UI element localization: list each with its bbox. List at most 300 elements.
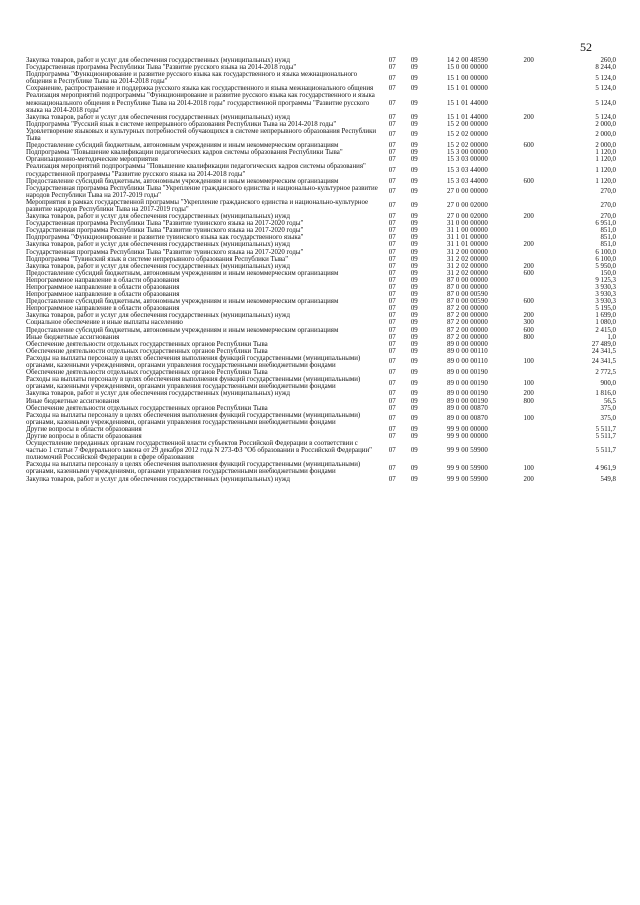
row-section: 07 bbox=[388, 220, 396, 228]
row-target-article: 15 3 03 44000 bbox=[447, 166, 488, 174]
row-amount: 375,0 bbox=[600, 415, 616, 423]
table-row bbox=[26, 312, 616, 319]
row-amount: 260,0 bbox=[600, 57, 616, 64]
row-amount: 24 341,5 bbox=[591, 358, 616, 366]
row-expense-type bbox=[510, 277, 548, 284]
row-target-article: 89 0 00 00110 bbox=[447, 358, 488, 366]
table-row bbox=[26, 426, 616, 433]
row-target-article: 15 1 01 44000 bbox=[447, 113, 488, 121]
row-expense-type bbox=[510, 85, 548, 92]
table-row bbox=[26, 71, 616, 85]
row-name: Закупка товаров, работ и услуг для обеспечения государственных (муниципальных) нужд bbox=[26, 475, 290, 483]
row-expense-type: 600 bbox=[523, 298, 534, 306]
row-section: 07 bbox=[388, 333, 396, 341]
row-target-article: 15 1 01 00000 bbox=[447, 85, 488, 93]
table-row bbox=[26, 114, 616, 121]
row-expense-type: 800 bbox=[523, 333, 534, 341]
row-expense-type bbox=[510, 433, 548, 440]
table-row bbox=[26, 355, 616, 369]
table-row bbox=[26, 277, 616, 284]
row-expense-type: 200 bbox=[523, 312, 534, 320]
row-target-article: 31 0 00 00000 bbox=[447, 220, 488, 228]
row-amount: 851,0 bbox=[600, 241, 616, 249]
row-expense-type: 200 bbox=[523, 113, 534, 121]
row-expense-type bbox=[510, 249, 548, 256]
table-row bbox=[26, 412, 616, 426]
row-subsection: 09 bbox=[410, 475, 418, 483]
row-target-article: 15 3 00 00000 bbox=[447, 149, 488, 157]
row-subsection: 09 bbox=[410, 262, 418, 270]
table-row bbox=[26, 319, 616, 326]
row-section: 07 bbox=[388, 57, 396, 64]
row-target-article: 27 0 00 00000 bbox=[447, 188, 488, 196]
row-section: 07 bbox=[388, 475, 396, 483]
row-amount: 5 511,7 bbox=[595, 432, 616, 440]
row-section: 07 bbox=[388, 269, 396, 277]
table-row bbox=[26, 57, 616, 64]
row-expense-type bbox=[510, 227, 548, 234]
row-subsection: 09 bbox=[410, 298, 418, 306]
row-section: 07 bbox=[388, 276, 396, 284]
table-row bbox=[26, 149, 616, 156]
row-section: 07 bbox=[388, 241, 396, 249]
row-subsection: 09 bbox=[410, 390, 418, 398]
row-amount: 2 000,0 bbox=[595, 120, 616, 128]
row-section: 07 bbox=[388, 64, 396, 72]
row-section: 07 bbox=[388, 131, 396, 139]
row-expense-type bbox=[510, 426, 548, 433]
row-name: Расходы на выплаты персоналу в целях обеспечения выполнения функций государственными (муниципальными) органами, казенными учреждениями, органами управления государственными внебюджетными фондами bbox=[26, 354, 361, 370]
row-subsection: 09 bbox=[410, 202, 418, 210]
table-row bbox=[26, 256, 616, 263]
row-target-article: 87 2 00 00000 bbox=[447, 305, 488, 313]
row-name: Государственная программа Республики Тыва "Укрепление гражданского единства и национально-культурное развитие народов Республики Тыва на 2017-2019 годы" bbox=[26, 184, 378, 199]
table-row bbox=[26, 284, 616, 291]
row-section: 07 bbox=[388, 397, 396, 405]
row-amount: 8 244,0 bbox=[595, 64, 616, 72]
row-amount: 270,0 bbox=[600, 213, 616, 221]
row-target-article: 87 0 00 00000 bbox=[447, 276, 488, 284]
row-subsection: 09 bbox=[410, 284, 418, 291]
row-target-article: 87 2 00 00000 bbox=[447, 312, 488, 320]
row-section: 07 bbox=[388, 305, 396, 313]
row-amount: 1 699,0 bbox=[595, 312, 616, 320]
row-subsection: 09 bbox=[410, 269, 418, 277]
row-name: Расходы на выплаты персоналу в целях обеспечения выполнения функций государственными (муниципальными) органами, казенными учреждениями, органами управления государственными внебюджетными фондами bbox=[26, 461, 361, 476]
row-subsection: 09 bbox=[410, 415, 418, 423]
row-target-article: 89 0 00 00190 bbox=[447, 369, 488, 377]
row-name: Обеспечение деятельности отдельных государственных органов Республики Тыва bbox=[26, 369, 268, 377]
row-expense-type bbox=[510, 149, 548, 156]
row-amount: 851,0 bbox=[600, 234, 616, 242]
row-amount: 6 100,0 bbox=[595, 255, 616, 263]
row-name: Непрограммное направление в области образования bbox=[26, 291, 180, 299]
row-target-article: 15 3 03 00000 bbox=[447, 156, 488, 164]
row-section: 07 bbox=[388, 379, 396, 387]
row-amount: 6 100,0 bbox=[595, 248, 616, 256]
row-amount: 1 120,0 bbox=[595, 149, 616, 157]
row-expense-type: 100 bbox=[523, 358, 534, 366]
row-amount: 24 341,5 bbox=[591, 347, 616, 355]
row-name: Подпрограмма "Тувинский язык в системе непрерывного образования Республики Тыва" bbox=[26, 255, 289, 263]
table-row bbox=[26, 433, 616, 440]
row-section: 07 bbox=[388, 464, 396, 472]
row-amount: 1 120,0 bbox=[595, 177, 616, 185]
row-subsection: 09 bbox=[410, 358, 418, 366]
row-expense-type: 100 bbox=[523, 415, 534, 423]
row-target-article: 15 0 00 00000 bbox=[447, 64, 488, 72]
row-section: 07 bbox=[388, 202, 396, 210]
row-subsection: 09 bbox=[410, 188, 418, 196]
row-expense-type bbox=[510, 163, 548, 177]
row-subsection: 09 bbox=[410, 248, 418, 256]
row-subsection: 09 bbox=[410, 177, 418, 185]
row-section: 07 bbox=[388, 432, 396, 440]
table-row bbox=[26, 213, 616, 220]
row-name: Государственная программа Республики Тыва "Развитие тувинского языка на 2017-2020 годы" bbox=[26, 248, 304, 256]
row-section: 07 bbox=[388, 415, 396, 423]
row-target-article: 15 2 02 00000 bbox=[447, 131, 488, 139]
row-target-article: 87 0 00 00000 bbox=[447, 284, 488, 291]
row-name: Подпрограмма "Повышение квалификации педагогических кадров системы образования Республики Тыва" bbox=[26, 149, 343, 157]
row-name: Подпрограмма "Функционирование и развитие русского языка как государственного и языка межнационального общения в Республике Тыва на 2014-2018 годы" bbox=[26, 71, 358, 86]
row-expense-type bbox=[510, 348, 548, 355]
table-row bbox=[26, 92, 616, 113]
row-name: Закупка товаров, работ и услуг для обеспечения государственных (муниципальных) нужд bbox=[26, 113, 290, 121]
row-amount: 5 124,0 bbox=[595, 113, 616, 121]
table-row bbox=[26, 461, 616, 475]
row-section: 07 bbox=[388, 74, 396, 82]
row-target-article: 89 0 00 00870 bbox=[447, 404, 488, 412]
row-subsection: 09 bbox=[410, 74, 418, 82]
row-amount: 851,0 bbox=[600, 227, 616, 235]
budget-table bbox=[26, 57, 616, 483]
row-name: Государственная программа Республики Тыва "Развитие тувинского языка на 2017-2020 годы" bbox=[26, 220, 304, 228]
row-section: 07 bbox=[388, 177, 396, 185]
row-amount: 1 080,0 bbox=[595, 319, 616, 327]
row-name: Удовлетворение языковых и культурных потребностей обучающихся в системе непрерывного образования Республики Тыва bbox=[26, 127, 377, 143]
row-subsection: 09 bbox=[410, 227, 418, 235]
row-target-article: 89 0 00 00190 bbox=[447, 390, 488, 398]
row-target-article: 99 9 00 00000 bbox=[447, 432, 488, 440]
table-row bbox=[26, 298, 616, 305]
row-name: Обеспечение деятельности отдельных государственных органов Республики Тыва bbox=[26, 340, 268, 348]
row-amount: 150,0 bbox=[600, 269, 616, 277]
row-subsection: 09 bbox=[410, 312, 418, 320]
row-subsection: 09 bbox=[410, 425, 418, 433]
table-row bbox=[26, 291, 616, 298]
row-expense-type: 200 bbox=[523, 475, 534, 483]
row-target-article: 15 2 02 00000 bbox=[447, 142, 488, 150]
row-section: 07 bbox=[388, 390, 396, 398]
row-expense-type: 200 bbox=[523, 241, 534, 249]
row-subsection: 09 bbox=[410, 220, 418, 228]
row-name: Другие вопросы в области образования bbox=[26, 425, 142, 433]
row-target-article: 15 2 00 00000 bbox=[447, 120, 488, 128]
row-name: Закупка товаров, работ и услуг для обеспечения государственных (муниципальных) нужд bbox=[26, 390, 290, 398]
row-section: 07 bbox=[388, 319, 396, 327]
row-section: 07 bbox=[388, 85, 396, 93]
row-section: 07 bbox=[388, 291, 396, 299]
row-target-article: 99 9 00 59900 bbox=[447, 447, 488, 455]
row-amount: 1 120,0 bbox=[595, 156, 616, 164]
row-subsection: 09 bbox=[410, 326, 418, 334]
row-subsection: 09 bbox=[410, 464, 418, 472]
row-name: Расходы на выплаты персоналу в целях обеспечения выполнения функций государственными (муниципальными) органами, казенными учреждениями, органами управления государственными внебюджетными фондами bbox=[26, 376, 361, 391]
row-expense-type: 100 bbox=[523, 379, 534, 387]
row-expense-type: 600 bbox=[523, 142, 534, 150]
row-amount: 3 930,3 bbox=[595, 291, 616, 299]
row-expense-type: 600 bbox=[523, 326, 534, 334]
row-name: Подпрограмма "Русский язык в системе непрерывного образования Республики Тыва на 2014-2018 годы" bbox=[26, 120, 337, 128]
row-expense-type: 200 bbox=[523, 213, 534, 221]
row-amount: 2 415,0 bbox=[595, 326, 616, 334]
row-section: 07 bbox=[388, 227, 396, 235]
row-amount: 6 951,0 bbox=[595, 220, 616, 228]
row-subsection: 09 bbox=[410, 276, 418, 284]
row-amount: 5 124,0 bbox=[595, 85, 616, 93]
row-section: 07 bbox=[388, 255, 396, 263]
row-expense-type bbox=[510, 341, 548, 348]
row-section: 07 bbox=[388, 188, 396, 196]
row-target-article: 89 0 00 00000 bbox=[447, 340, 488, 348]
row-target-article: 15 1 00 00000 bbox=[447, 74, 488, 82]
row-expense-type: 800 bbox=[523, 397, 534, 405]
row-subsection: 09 bbox=[410, 255, 418, 263]
row-subsection: 09 bbox=[410, 213, 418, 221]
row-section: 07 bbox=[388, 113, 396, 121]
row-target-article: 27 0 00 02000 bbox=[447, 213, 488, 221]
row-subsection: 09 bbox=[410, 142, 418, 150]
row-expense-type bbox=[510, 369, 548, 376]
row-expense-type: 300 bbox=[523, 319, 534, 327]
row-subsection: 09 bbox=[410, 319, 418, 327]
row-target-article: 14 2 00 48590 bbox=[447, 57, 488, 64]
row-name: Предоставление субсидий бюджетным, автономным учреждениям и иным некоммерческим организациям bbox=[26, 326, 339, 334]
row-target-article: 99 9 00 59900 bbox=[447, 475, 488, 483]
row-name: Государственная программа Республики Тыва "Развитие русского языка на 2014-2018 годы" bbox=[26, 64, 297, 72]
row-target-article: 15 1 01 44000 bbox=[447, 99, 488, 107]
row-expense-type: 200 bbox=[523, 390, 534, 398]
row-section: 07 bbox=[388, 142, 396, 150]
row-subsection: 09 bbox=[410, 113, 418, 121]
row-subsection: 09 bbox=[410, 340, 418, 348]
row-amount: 2 000,0 bbox=[595, 142, 616, 150]
row-expense-type: 100 bbox=[523, 464, 534, 472]
row-amount: 375,0 bbox=[600, 404, 616, 412]
row-section: 07 bbox=[388, 298, 396, 306]
row-target-article: 99 9 00 59900 bbox=[447, 464, 488, 472]
row-section: 07 bbox=[388, 149, 396, 157]
table-row bbox=[26, 227, 616, 234]
table-row bbox=[26, 348, 616, 355]
table-row bbox=[26, 234, 616, 241]
row-amount: 549,8 bbox=[600, 475, 616, 483]
table-row bbox=[26, 398, 616, 405]
row-expense-type: 200 bbox=[523, 57, 534, 64]
row-section: 07 bbox=[388, 156, 396, 164]
row-subsection: 09 bbox=[410, 379, 418, 387]
row-target-article: 31 2 00 00000 bbox=[447, 248, 488, 256]
row-name: Обеспечение деятельности отдельных государственных органов Республики Тыва bbox=[26, 347, 268, 355]
row-section: 07 bbox=[388, 326, 396, 334]
row-target-article: 89 0 00 00190 bbox=[447, 379, 488, 387]
row-name: Непрограммное направление в области образования bbox=[26, 284, 180, 291]
row-target-article: 27 0 00 02000 bbox=[447, 202, 488, 210]
row-name: Иные бюджетные ассигнования bbox=[26, 333, 120, 341]
row-expense-type bbox=[510, 220, 548, 227]
table-row bbox=[26, 85, 616, 92]
row-section: 07 bbox=[388, 312, 396, 320]
table-row bbox=[26, 405, 616, 412]
row-name: Предоставление субсидий бюджетным, автономным учреждениям и иным некоммерческим организациям bbox=[26, 177, 339, 185]
row-expense-type bbox=[510, 305, 548, 312]
row-amount: 270,0 bbox=[600, 188, 616, 196]
row-amount: 3 930,3 bbox=[595, 284, 616, 291]
row-name: Закупка товаров, работ и услуг для обеспечения государственных (муниципальных) нужд bbox=[26, 57, 290, 64]
row-expense-type bbox=[510, 185, 548, 199]
row-amount: 5 950,0 bbox=[595, 262, 616, 270]
row-target-article: 87 0 00 00590 bbox=[447, 298, 488, 306]
row-name: Мероприятия в рамках государственной программы "Укрепление гражданского единства и национально-культурное развитие народов Республики Тыва на 2017-2019 годы" bbox=[26, 198, 369, 213]
table-row bbox=[26, 64, 616, 71]
row-expense-type bbox=[510, 284, 548, 291]
row-name: Государственная программа Республики Тыва "Развитие тувинского языка на 2017-2020 годы" bbox=[26, 227, 304, 235]
row-expense-type bbox=[510, 121, 548, 128]
table-row bbox=[26, 156, 616, 163]
row-amount: 5 511,7 bbox=[595, 425, 616, 433]
row-section: 07 bbox=[388, 347, 396, 355]
row-subsection: 09 bbox=[410, 166, 418, 174]
row-section: 07 bbox=[388, 404, 396, 412]
row-amount: 1 120,0 bbox=[595, 166, 616, 174]
row-amount: 270,0 bbox=[600, 202, 616, 210]
row-name: Подпрограмма "Функционирование и развитие тувинского языка как государственного языка" bbox=[26, 234, 304, 242]
row-subsection: 09 bbox=[410, 447, 418, 455]
table-row bbox=[26, 376, 616, 390]
row-subsection: 09 bbox=[410, 432, 418, 440]
row-target-article: 87 0 00 00590 bbox=[447, 291, 488, 299]
row-section: 07 bbox=[388, 425, 396, 433]
row-amount: 1,0 bbox=[607, 333, 616, 341]
row-expense-type bbox=[510, 156, 548, 163]
row-subsection: 09 bbox=[410, 305, 418, 313]
row-section: 07 bbox=[388, 369, 396, 377]
row-target-article: 31 1 01 00000 bbox=[447, 234, 488, 242]
row-subsection: 09 bbox=[410, 291, 418, 299]
table-row bbox=[26, 249, 616, 256]
row-amount: 5 511,7 bbox=[595, 447, 616, 455]
row-amount: 27 489,0 bbox=[591, 340, 616, 348]
row-name: Осуществление переданных органам государственной власти субъектов Российской Федерации в соответствии с частью 1 статьи 7 Федерального закона от 29 декабря 2012 года N 273-ФЗ "Об образовании в Российской Федерации" полномочий Российской Федерации в сфере образования bbox=[26, 440, 372, 462]
row-subsection: 09 bbox=[410, 333, 418, 341]
row-name: Другие вопросы в области образования bbox=[26, 432, 142, 440]
row-section: 07 bbox=[388, 340, 396, 348]
table-row bbox=[26, 178, 616, 185]
row-subsection: 09 bbox=[410, 369, 418, 377]
row-amount: 3 930,3 bbox=[595, 298, 616, 306]
table-row bbox=[26, 220, 616, 227]
row-expense-type bbox=[510, 405, 548, 412]
row-subsection: 09 bbox=[410, 234, 418, 242]
row-subsection: 09 bbox=[410, 57, 418, 64]
row-section: 07 bbox=[388, 166, 396, 174]
row-subsection: 09 bbox=[410, 347, 418, 355]
row-expense-type: 600 bbox=[523, 269, 534, 277]
table-row bbox=[26, 142, 616, 149]
row-amount: 900,0 bbox=[600, 379, 616, 387]
row-name: Реализация мероприятий подпрограммы "Функционирование и развитие русского языка как государственного и языка межнационального общения в Республике Тыва на 2014-2018 годы" государственной программы "Развитие русского языка на 2014-2018 годы" bbox=[26, 92, 375, 114]
table-row bbox=[26, 263, 616, 270]
row-section: 07 bbox=[388, 120, 396, 128]
row-expense-type bbox=[510, 440, 548, 461]
row-expense-type: 200 bbox=[523, 262, 534, 270]
row-section: 07 bbox=[388, 358, 396, 366]
row-subsection: 09 bbox=[410, 241, 418, 249]
row-name: Предоставление субсидий бюджетным, автономным учреждениям и иным некоммерческим организациям bbox=[26, 142, 339, 150]
table-row bbox=[26, 121, 616, 128]
table-row bbox=[26, 305, 616, 312]
row-amount: 4 961,9 bbox=[595, 464, 616, 472]
row-section: 07 bbox=[388, 284, 396, 291]
row-subsection: 09 bbox=[410, 120, 418, 128]
row-target-article: 99 9 00 00000 bbox=[447, 425, 488, 433]
row-target-article: 87 2 00 00000 bbox=[447, 326, 488, 334]
table-row bbox=[26, 128, 616, 142]
row-section: 07 bbox=[388, 234, 396, 242]
table-body bbox=[26, 57, 616, 483]
table-row bbox=[26, 476, 616, 483]
row-name: Реализация мероприятий подпрограммы "Повышение квалификации педагогических кадров системы образования" государственной программы "Развитие русского языка на 2014-2018 годы" bbox=[26, 163, 366, 178]
table-row bbox=[26, 185, 616, 199]
row-section: 07 bbox=[388, 99, 396, 107]
row-name: Предоставление субсидий бюджетным, автономным учреждениям и иным некоммерческим организациям bbox=[26, 298, 339, 306]
row-subsection: 09 bbox=[410, 64, 418, 72]
row-target-article: 87 2 00 00000 bbox=[447, 333, 488, 341]
row-target-article: 31 1 01 00000 bbox=[447, 241, 488, 249]
row-subsection: 09 bbox=[410, 99, 418, 107]
row-name: Расходы на выплаты персоналу в целях обеспечения выполнения функций государственными (муниципальными) органами, казенными учреждениями, органами управления государственными внебюджетными фондами bbox=[26, 411, 361, 426]
table-row bbox=[26, 270, 616, 277]
row-amount: 2 772,5 bbox=[595, 369, 616, 377]
row-target-article: 89 0 00 00190 bbox=[447, 397, 488, 405]
page-number: 52 bbox=[580, 40, 592, 54]
table-row bbox=[26, 341, 616, 348]
row-section: 07 bbox=[388, 248, 396, 256]
row-target-article: 87 2 00 00000 bbox=[447, 319, 488, 327]
row-section: 07 bbox=[388, 213, 396, 221]
row-name: Обеспечение деятельности отдельных государственных органов Республики Тыва bbox=[26, 404, 268, 412]
row-expense-type bbox=[510, 256, 548, 263]
row-target-article: 15 3 03 44000 bbox=[447, 177, 488, 185]
row-subsection: 09 bbox=[410, 156, 418, 164]
row-subsection: 09 bbox=[410, 85, 418, 93]
row-expense-type: 600 bbox=[523, 177, 534, 185]
table-row bbox=[26, 199, 616, 213]
table-row bbox=[26, 334, 616, 341]
row-name: Закупка товаров, работ и услуг для обеспечения государственных (муниципальных) нужд bbox=[26, 312, 290, 320]
table-row bbox=[26, 163, 616, 177]
row-name: Сохранение, распространение и поддержка русского языка как государственного и языка межнационального общения bbox=[26, 85, 374, 93]
row-amount: 5 195,0 bbox=[595, 305, 616, 313]
row-section: 07 bbox=[388, 262, 396, 270]
row-expense-type bbox=[510, 71, 548, 85]
row-name: Социальное обеспечение и иные выплаты населению bbox=[26, 319, 183, 327]
row-target-article: 31 1 00 00000 bbox=[447, 227, 488, 235]
row-name: Организационно-методические мероприятия bbox=[26, 156, 158, 164]
row-name: Закупка товаров, работ и услуг для обеспечения государственных (муниципальных) нужд bbox=[26, 213, 290, 221]
row-amount: 9 125,3 bbox=[595, 276, 616, 284]
